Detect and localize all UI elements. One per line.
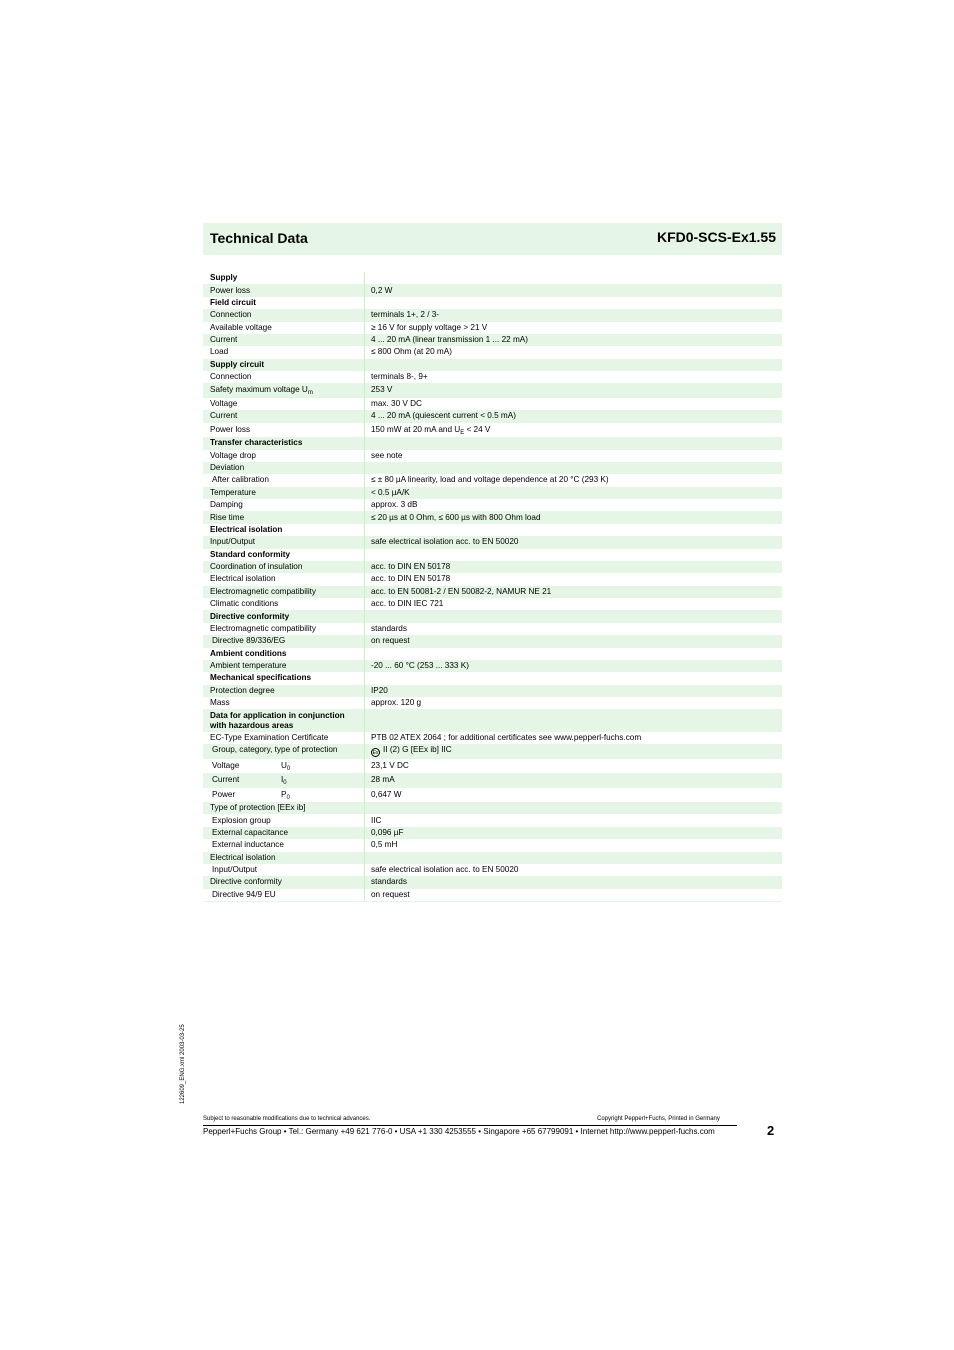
row-value (365, 876, 783, 888)
table-row (203, 827, 782, 839)
row-value (365, 561, 783, 573)
table-row (203, 889, 782, 902)
row-label (203, 511, 365, 523)
ex-hazard-icon: Ex (372, 750, 379, 757)
label-text: Voltage (210, 399, 238, 409)
row-value (365, 660, 783, 672)
label-text: Input/Output (212, 865, 258, 875)
row-label (203, 499, 365, 511)
row-label (203, 322, 365, 334)
row-value (365, 759, 783, 774)
value-text: 4 ... 20 mA (linear transmission 1 ... 22 mA) (371, 335, 528, 345)
row-label (203, 685, 365, 697)
symbol-subscript: 0 (283, 780, 287, 786)
value-text: acc. to EN 50081-2 / EN 50082-2, NAMUR NE 21 (371, 586, 552, 596)
row-value (365, 788, 783, 803)
row-label (203, 660, 365, 672)
row-label (203, 410, 365, 422)
row-value (365, 297, 783, 309)
label-text: Directive 89/336/EG (212, 636, 286, 646)
row-value (365, 474, 783, 486)
table-row (203, 759, 782, 774)
label-text: Power loss (210, 285, 251, 295)
row-value (365, 672, 783, 684)
symbol (281, 790, 290, 800)
table-row (203, 309, 782, 321)
value-text: IP20 (371, 685, 388, 695)
label-text: Field circuit (210, 297, 256, 307)
table-row (203, 398, 782, 410)
section-row (203, 610, 782, 622)
row-label (203, 450, 365, 462)
row-value (365, 598, 783, 610)
row-label (203, 346, 365, 358)
label-text: Mass (210, 698, 230, 708)
value-text: 253 V (371, 385, 393, 395)
row-label (203, 536, 365, 548)
row-value (365, 499, 783, 511)
row-value (365, 610, 783, 622)
row-value (365, 462, 783, 474)
row-label (203, 462, 365, 474)
label-text: Ambient temperature (210, 661, 287, 671)
table-row (203, 802, 782, 814)
section-row (203, 648, 782, 660)
symbol-subscript: 0 (286, 765, 291, 772)
symbol-subscript: 0 (286, 794, 290, 801)
symbol-letter: P (281, 789, 287, 799)
table-row (203, 839, 782, 851)
symbol-letter: I (281, 775, 284, 784)
row-label (203, 309, 365, 321)
value-text: max. 30 V DC (371, 399, 422, 409)
row-value (365, 864, 783, 876)
table-row (203, 322, 782, 334)
section-row (203, 549, 782, 561)
value-text: ≥ 16 V for supply voltage > 21 V (371, 322, 488, 332)
value-text: acc. to DIN IEC 721 (371, 599, 444, 609)
row-value (365, 334, 783, 346)
label-text: Connection (210, 372, 252, 382)
row-value (365, 346, 783, 358)
row-value (365, 709, 783, 731)
table-row (203, 474, 782, 486)
table-row (203, 876, 782, 888)
value-text: 23,1 V DC (371, 760, 409, 770)
row-label (203, 839, 365, 851)
label-text: Protection degree (210, 685, 275, 695)
value-text: PTB 02 ATEX 2064 ; for additional certificates see www.pepperl-fuchs.com (371, 732, 642, 742)
label-text: Coordination of insulation (210, 562, 303, 572)
row-value (365, 524, 783, 536)
document-id-note: 122609_ENG.xml 2003-03-25 (180, 1024, 186, 1104)
value-text: ≤ ± 80 µA linearity, load and voltage dependence at 20 °C (293 K) (371, 475, 609, 485)
row-label (203, 709, 365, 731)
value-text: 0,096 µF (371, 827, 404, 837)
value-text: acc. to DIN EN 50178 (371, 574, 451, 584)
technical-data-table (203, 272, 782, 902)
table-row (203, 561, 782, 573)
symbol-letter: U (281, 760, 287, 770)
table-row (203, 814, 782, 826)
symbol (281, 761, 290, 771)
row-value (365, 383, 783, 398)
label-text: Connection (210, 310, 252, 320)
table-row (203, 586, 782, 598)
label-text: Supply (210, 273, 238, 283)
table-row (203, 852, 782, 864)
label-text: External capacitance (212, 827, 289, 837)
label-text: Temperature (210, 487, 256, 497)
value-tail: < 24 V (464, 424, 491, 434)
row-value (365, 359, 783, 371)
table-row (203, 744, 782, 758)
value-text: approx. 120 g (371, 698, 422, 708)
value-text: 28 mA (371, 775, 395, 784)
table-row (203, 383, 782, 398)
row-label (203, 549, 365, 561)
label-text: After calibration (212, 475, 269, 485)
row-value (365, 586, 783, 598)
row-label (203, 573, 365, 585)
row-value (365, 773, 783, 788)
section-row (203, 272, 782, 284)
label-text: Ambient conditions (210, 648, 287, 658)
row-label (203, 598, 365, 610)
row-label (203, 474, 365, 486)
value-text: safe electrical isolation acc. to EN 50020 (371, 865, 519, 875)
table-row (203, 685, 782, 697)
row-value (365, 889, 783, 902)
row-label (203, 423, 365, 438)
row-label (203, 773, 365, 788)
footer-divider (203, 1125, 737, 1126)
table-row (203, 423, 782, 438)
table-row (203, 487, 782, 499)
label-text: Input/Output (210, 537, 256, 547)
table-row (203, 334, 782, 346)
section-row (203, 672, 782, 684)
page-number: 2 (767, 1123, 775, 1138)
row-value (365, 802, 783, 814)
label-text: Electrical isolation (210, 574, 276, 584)
value-text: terminals 8-, 9+ (371, 372, 428, 382)
table-row (203, 573, 782, 585)
row-label (203, 371, 365, 383)
row-label (203, 697, 365, 709)
value-text: II (2) G [EEx ib] IIC (383, 745, 452, 755)
table-row (203, 598, 782, 610)
footer-copyright: Copyright Pepperl+Fuchs, Printed in Germany (597, 1116, 720, 1122)
row-value (365, 410, 783, 422)
value-text: terminals 1+, 2 / 3- (371, 310, 440, 320)
value-text: ≤ 800 Ohm (at 20 mA) (371, 347, 452, 357)
row-label (203, 524, 365, 536)
row-label (203, 648, 365, 660)
row-label (203, 744, 365, 758)
table-row (203, 499, 782, 511)
label-text: Mechanical specifications (210, 673, 312, 683)
label-text: Data for application in conjunction with hazardous areas (210, 710, 345, 730)
value-text: standards (371, 877, 407, 887)
value-text: IIC (371, 815, 382, 825)
table-row (203, 732, 782, 744)
row-label (203, 788, 365, 803)
label-text: Deviation (210, 463, 245, 473)
value-text: on request (371, 889, 410, 899)
row-label (203, 672, 365, 684)
row-value (365, 322, 783, 334)
value-text: 4 ... 20 mA (quiescent current < 0.5 mA) (371, 411, 516, 421)
value-text: acc. to DIN EN 50178 (371, 562, 451, 572)
label-text: Standard conformity (210, 549, 291, 559)
value-text: 0,647 W (371, 789, 402, 799)
row-value (365, 450, 783, 462)
label-text: Transfer characteristics (210, 438, 303, 448)
symbol (281, 775, 287, 785)
row-value (365, 423, 783, 438)
row-label (203, 623, 365, 635)
label-text: Electrical isolation (210, 852, 276, 862)
row-value (365, 852, 783, 864)
table-row (203, 536, 782, 548)
row-value (365, 697, 783, 709)
row-label (203, 864, 365, 876)
row-value (365, 732, 783, 744)
label-text: Current (210, 335, 238, 345)
value-text: approx. 3 dB (371, 500, 418, 510)
row-value (365, 635, 783, 647)
row-label (203, 383, 365, 398)
section-row (203, 297, 782, 309)
row-label (203, 334, 365, 346)
row-value (365, 814, 783, 826)
table-row (203, 284, 782, 296)
table-row (203, 450, 782, 462)
label-text: Power (212, 789, 236, 799)
row-value (365, 744, 783, 758)
label-text: Power loss (210, 424, 251, 434)
row-label (203, 610, 365, 622)
table-row (203, 788, 782, 803)
row-value (365, 309, 783, 321)
value-text: see note (371, 450, 403, 460)
row-value (365, 371, 783, 383)
row-label (203, 272, 365, 284)
row-value (365, 536, 783, 548)
row-value (365, 487, 783, 499)
value-text: 150 mW at 20 mA and U (371, 424, 461, 434)
row-label (203, 437, 365, 449)
table-row (203, 635, 782, 647)
label-text: Supply circuit (210, 359, 265, 369)
row-label (203, 759, 365, 774)
row-label (203, 802, 365, 814)
value-text: 0,2 W (371, 285, 393, 295)
row-label (203, 635, 365, 647)
label-text: Type of protection [EEx ib] (210, 803, 306, 813)
label-text: Climatic conditions (210, 599, 279, 609)
row-label (203, 732, 365, 744)
row-value (365, 272, 783, 284)
label-text: Directive conformity (210, 877, 282, 887)
row-label (203, 586, 365, 598)
label-text: Safety maximum voltage U (210, 385, 308, 395)
footer-contact: Pepperl+Fuchs Group • Tel.: Germany +49 621 776-0 • USA +1 330 4253555 • Singapore +65 67799091 • Internet http://www.pepperl-fuchs.com (203, 1127, 715, 1136)
label-text: Available voltage (210, 322, 272, 332)
row-value (365, 437, 783, 449)
row-value (365, 398, 783, 410)
row-label (203, 359, 365, 371)
label-text: Electrical isolation (210, 524, 283, 534)
label-text: Current (212, 775, 240, 784)
footer-disclaimer: Subject to reasonable modifications due to technical advances. (203, 1116, 371, 1122)
value-subscript: E (460, 429, 465, 436)
label-text: Directive conformity (210, 611, 290, 621)
table-row (203, 410, 782, 422)
row-value (365, 549, 783, 561)
label-text: Group, category, type of protection (212, 745, 338, 755)
label-text: Current (210, 411, 238, 421)
row-value (365, 685, 783, 697)
value-text: < 0.5 µA/K (371, 487, 410, 497)
table-row (203, 371, 782, 383)
label-text: Electromagnetic compatibility (210, 586, 317, 596)
table-row (203, 773, 782, 788)
row-label (203, 487, 365, 499)
row-label (203, 814, 365, 826)
row-label (203, 827, 365, 839)
row-value (365, 839, 783, 851)
label-text: Rise time (210, 512, 245, 522)
value-text: 0,5 mH (371, 840, 398, 850)
page-header (203, 223, 782, 255)
table-row (203, 660, 782, 672)
label-text: EC-Type Examination Certificate (210, 732, 329, 742)
table-row (203, 462, 782, 474)
page-title: Technical Data (210, 230, 308, 246)
section-row (203, 524, 782, 536)
row-value (365, 623, 783, 635)
row-label (203, 889, 365, 902)
label-subscript: m (307, 390, 313, 397)
label-text: Voltage (212, 760, 240, 770)
label-text: Electromagnetic compatibility (210, 623, 317, 633)
row-value (365, 284, 783, 296)
row-label (203, 284, 365, 296)
value-text: ≤ 20 µs at 0 Ohm, ≤ 600 µs with 800 Ohm load (371, 512, 541, 522)
row-value (365, 648, 783, 660)
row-value (365, 827, 783, 839)
value-text: standards (371, 623, 407, 633)
label-text: Load (210, 347, 229, 357)
table-row (203, 511, 782, 523)
table-row (203, 697, 782, 709)
table-row (203, 346, 782, 358)
value-text: -20 ... 60 °C (253 ... 333 K) (371, 661, 469, 671)
row-label (203, 398, 365, 410)
row-label (203, 561, 365, 573)
value-text: safe electrical isolation acc. to EN 50020 (371, 537, 519, 547)
label-text: External inductance (212, 840, 284, 850)
value-text: on request (371, 636, 410, 646)
row-value (365, 573, 783, 585)
row-value (365, 511, 783, 523)
section-row (203, 359, 782, 371)
label-text: Damping (210, 500, 243, 510)
table-row (203, 864, 782, 876)
row-label (203, 297, 365, 309)
label-text: Directive 94/9 EU (212, 889, 276, 899)
label-text: Explosion group (212, 815, 271, 825)
model-number: KFD0-SCS-Ex1.55 (656, 229, 776, 245)
label-text: Voltage drop (210, 450, 256, 460)
section-row (203, 709, 782, 731)
row-label (203, 852, 365, 864)
section-row (203, 437, 782, 449)
row-label (203, 876, 365, 888)
table-row (203, 623, 782, 635)
